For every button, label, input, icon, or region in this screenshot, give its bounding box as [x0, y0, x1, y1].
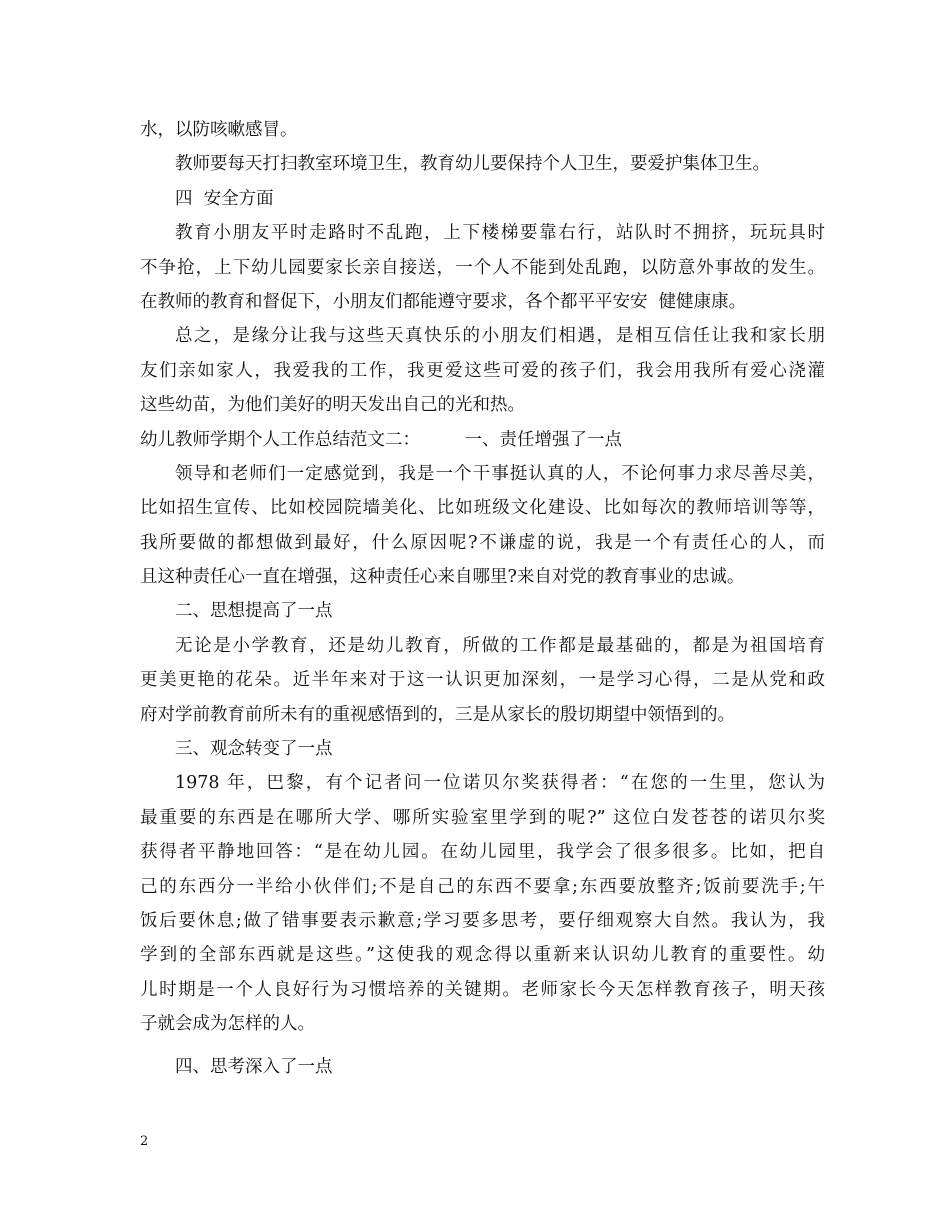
body-text: [140, 113, 825, 1084]
text-line: 教师要每天打扫教室环境卫生，教育幼儿要保持个人卫生，要爱护集体卫生。: [175, 154, 770, 175]
text-line: 己的东西分一半给小伙伴们;不是自己的东西不要拿;东西要放整齐;饭前要洗手;午: [140, 876, 825, 897]
text-line: 获得者平静地回答：“是在幼儿园。在幼儿园里，我学会了很多很多。比如，把自: [140, 842, 825, 863]
text-line: 这些幼苗，为他们美好的明天发出自己的光和热。: [140, 395, 525, 416]
text-line: 在教师的教育和督促下，小朋友们都能遵守要求，各个都平平安安 健健康康。: [140, 291, 747, 312]
text-line: 无论是小学教育，还是幼儿教育，所做的工作都是最基础的，都是为祖国培育: [175, 635, 825, 656]
section-heading: 四、思考深入了一点: [175, 1056, 333, 1077]
text-line: 友们亲如家人，我爱我的工作，我更爱这些可爱的孩子们，我会用我所有爱心浇灌: [140, 360, 825, 381]
text-line: 比如招生宣传、比如校园院墙美化、比如班级文化建设、比如每次的教师培训等等，: [140, 498, 825, 519]
text-line: 饭后要休息;做了错事要表示歉意;学习要多思考，要仔细观察大自然。我认为，我: [140, 910, 825, 931]
text-line: 儿时期是一个人良好行为习惯培养的关键期。老师家长今天怎样教育孩子，明天孩: [140, 979, 825, 1000]
text-line: 学到的全部东西就是这些。”这使我的观念得以重新来认识幼儿教育的重要性。幼: [140, 945, 825, 966]
text-line: 领导和老师们一定感觉到，我是一个干事挺认真的人，不论何事力求尽善尽美，: [175, 463, 825, 484]
text-line: 更美更艳的花朵。近半年来对于这一认识更加深刻，一是学习心得，二是从党和政: [140, 670, 825, 691]
text-line: 最重要的东西是在哪所大学、哪所实验室里学到的呢?” 这位白发苍苍的诺贝尔奖: [140, 807, 825, 828]
section-heading: 三、观念转变了一点: [175, 739, 333, 760]
text-line: 水，以防咳嗽感冒。: [140, 120, 298, 140]
section-heading: 幼儿教师学期个人工作总结范文二： 一、责任增强了一点: [140, 429, 623, 450]
text-line: 不争抢，上下幼儿园要家长亲自接送，一个人不能到处乱跑，以防意外事故的发生。: [140, 257, 825, 278]
text-line: 子就会成为怎样的人。: [140, 1014, 315, 1035]
section-heading: 二、思想提高了一点: [175, 601, 333, 622]
text-line: 我所要做的都想做到最好，什么原因呢?不谦虚的说，我是一个有责任心的人，而: [140, 532, 825, 553]
text-line: 府对学前教育前所未有的重视感悟到的，三是从家长的殷切期望中领悟到的。: [140, 704, 735, 725]
text-line: 教育小朋友平时走路时不乱跑，上下楼梯要靠右行，站队时不拥挤，玩玩具时: [175, 223, 825, 244]
section-heading: 四 安全方面: [175, 188, 274, 209]
text-line: 总之，是缘分让我与这些天真快乐的小朋友们相遇，是相互信任让我和家长朋: [175, 326, 825, 347]
page-number: 2: [140, 1134, 149, 1149]
text-line: 且这种责任心一直在增强，这种责任心来自哪里?来自对党的教育事业的忠诚。: [140, 567, 745, 588]
text-line: 1978 年，巴黎，有个记者问一位诺贝尔奖获得者：“在您的一生里，您认为: [175, 773, 825, 794]
